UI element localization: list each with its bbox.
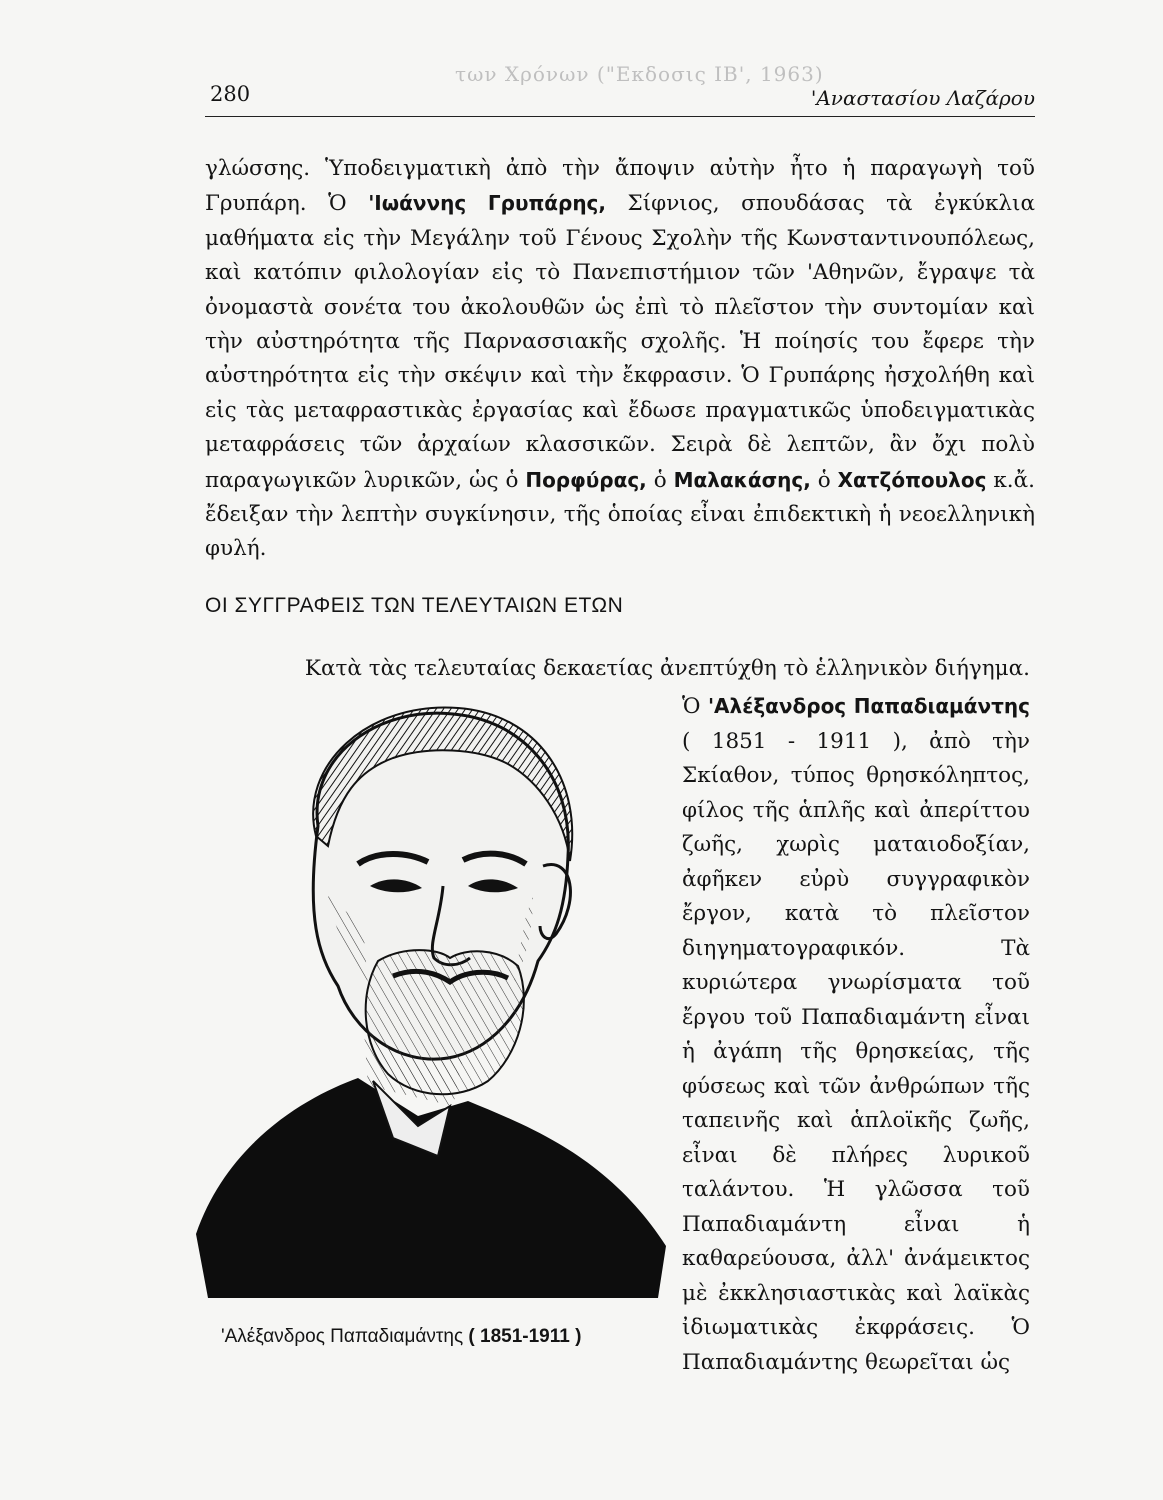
section-intro: Κατὰ τὰς τελευταίας δεκαετίας ἀνεπτύχθη τὸ ἑλληνικὸν διήγημα. xyxy=(304,656,1030,681)
author-name-chatzopoulos: Χατζόπουλος xyxy=(837,467,987,492)
text-span: ( 1851 - 1911 ), ἀπὸ τὴν Σκίαθον, τύπος θρησκόληπτος, φίλος τῆς ἁπλῆς καὶ ἀπερίττου ζωῆς, χωρὶς ματαιοδοξίαν, ἀφῆκεν εὐρὺ συγγραφικὸν ἔργον, κατὰ τὸ πλεῖστον διηγηματογραφικόν. Τὰ κυριώτερα γνωρίσματα τοῦ ἔργου τοῦ Παπαδιαμάντη εἶναι ἡ ἀγάπη τῆς θρησκείας, τῆς φύσεως καὶ τῶν ἀνθρώπων τῆς ταπεινῆς καὶ ἁπλοϊκῆς ζωῆς, εἶναι δὲ πλήρες λυρικοῦ ταλάντου. Ἡ γλῶσσα τοῦ Παπαδιαμάντη εἶναι ἡ καθαρεύουσα, ἀλλ' ἀνάμεικτος μὲ ἐκκλησιαστικὰς καὶ λαϊκὰς ἰδιωματικὰς ἐκφράσεις. Ὁ Παπαδιαμάντης θεωρεῖται ὡς xyxy=(682,728,1030,1375)
running-head: 'Αναστασίου Λαζάρου xyxy=(810,86,1035,110)
caption-name: 'Αλέξανδρος Παπαδιαμάντης xyxy=(221,1326,464,1347)
caption-years: ( 1851-1911 ) xyxy=(468,1326,582,1347)
text-span: ὁ xyxy=(810,467,838,493)
text-span: γλώσσης. Ὑποδειγματικὴ ἀπὸ τὴν ἄποψιν αὐτὴν ἦτο ἡ παραγωγὴ τοῦ Γρυπάρη. Ὁ xyxy=(205,156,1035,217)
text-span: Σίφνιος, σπουδάσας τὰ ἐγκύκλια μαθήματα εἰς τὴν Μεγάλην τοῦ Γένους Σχολὴν τῆς Κωνσταντινουπόλεως, καὶ κατόπιν φιλολογίαν εἰς τὸ Πανεπιστήμιον τῶν 'Αθηνῶν, ἔγραψε τὰ ὀνομαστὰ σονέτα του ἀκολουθῶν ὡς ἐπὶ τὸ πλεῖστον τὴν συντομίαν καὶ τὴν αὐστηρότητα τῆς Παρνασσιακῆς σχολῆς. Ἡ ποίησίς του ἔφερε τὴν αὐστηρότητα εἰς τὴν σκέψιν καὶ τὴν ἔκφρασιν. Ὁ Γρυπάρης ἠσχολήθη καὶ εἰς τὰς μεταφραστικὰς ἐργασίας καὶ ἔδωσε πραγματικῶς ὑποδειγματικὰς μεταφράσεις τῶν ἀρχαίων κλασσικῶν. Σειρὰ δὲ λεπτῶν, ἂν ὄχι πολὺ παραγωγικῶν λυρικῶν, ὡς ὁ xyxy=(205,191,1036,493)
author-name-grypares: 'Ιωάννης Γρυπάρης, xyxy=(368,191,607,216)
page-number: 280 xyxy=(210,82,251,106)
body-paragraph xyxy=(205,152,1035,567)
page-header xyxy=(205,62,1035,117)
text-span: κ.ἄ. ἔδειξαν τὴν λεπτὴν συγκίνησιν, τῆς ὁποίας εἶναι ἐπιδεκτικὴ ἡ νεοελληνικὴ φυλή. xyxy=(205,467,1035,562)
text-span: Ὁ xyxy=(682,694,708,719)
beard-shape xyxy=(366,950,524,1094)
coat-shape xyxy=(196,1078,666,1298)
figure-caption xyxy=(221,1326,581,1348)
portrait-illustration xyxy=(188,686,668,1316)
author-name-papadiamantis: 'Αλέξανδρος Παπαδιαμάντης xyxy=(707,694,1030,718)
section-heading: ΟΙ ΣΥΓΓΡΑΦΕΙΣ ΤΩΝ ΤΕΛΕΥΤΑΙΩΝ ΕΤΩΝ xyxy=(205,594,624,617)
papadiamantis-paragraph xyxy=(682,689,1030,1380)
author-name-malakasis: Μαλακάσης, xyxy=(673,467,811,492)
author-name-porfyras: Πορφύρας, xyxy=(525,467,647,492)
bleed-through-text: των Χρόνων ("Εκδοσις ΙΒ', 1963) xyxy=(455,62,824,86)
text-span: ὁ xyxy=(646,467,674,493)
